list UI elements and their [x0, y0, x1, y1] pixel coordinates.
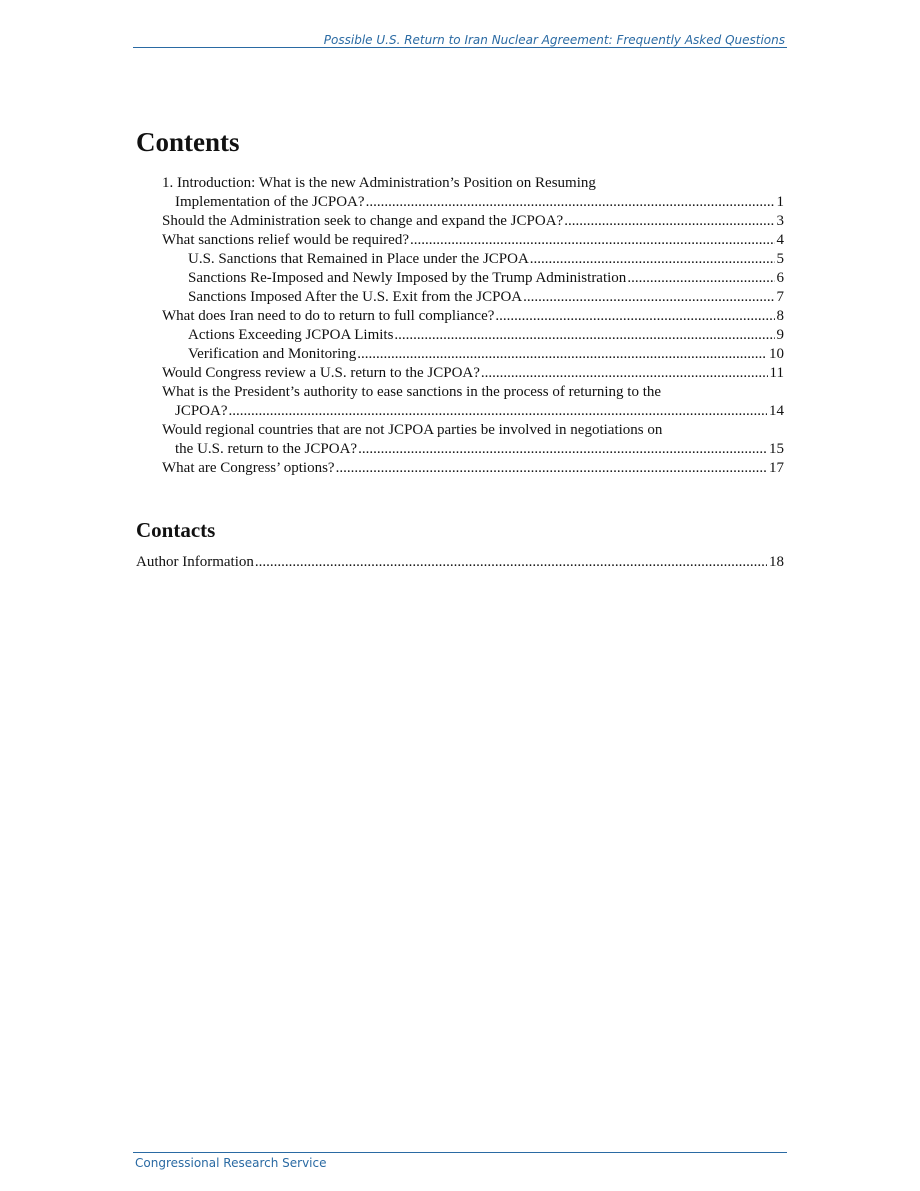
contacts-list	[136, 553, 784, 572]
dot-leader	[530, 250, 775, 269]
toc-page-number: 14	[769, 403, 784, 419]
toc-page-number: 15	[769, 441, 784, 457]
toc-page-number: 8	[776, 308, 784, 324]
toc-entry-sanctions-after-exit[interactable]	[188, 288, 784, 307]
dot-leader	[255, 553, 767, 572]
dot-leader	[523, 288, 774, 307]
contents-heading: Contents	[136, 127, 240, 157]
toc-page-number: 9	[776, 327, 784, 343]
toc-entry-label: Author Information	[136, 554, 254, 570]
dot-leader	[564, 212, 774, 231]
toc-entry-label: the U.S. return to the JCPOA?	[175, 441, 358, 457]
toc-entry-label: What does Iran need to do to return to full compliance?	[162, 308, 495, 324]
toc-entry-iran-compliance[interactable]	[162, 307, 784, 326]
toc-entry-congress-options[interactable]	[162, 459, 784, 478]
toc-entry-label: JCPOA?	[175, 403, 228, 419]
toc-entry-introduction[interactable]	[162, 174, 784, 212]
dot-leader	[366, 193, 775, 212]
dot-leader	[495, 307, 774, 326]
toc-page-number: 6	[776, 270, 784, 286]
toc-entry-sanctions-reimposed[interactable]	[188, 269, 784, 288]
toc-entry-label: What are Congress’ options?	[162, 460, 335, 476]
toc-page-number: 4	[776, 232, 784, 248]
toc-entry-congress-review[interactable]	[162, 364, 784, 383]
toc-entry-first-line: What is the President’s authority to ease sanctions in the process of returning to the	[162, 384, 662, 400]
toc-entry-change-expand[interactable]	[162, 212, 784, 231]
toc-entry-label: Sanctions Imposed After the U.S. Exit from the JCPOA	[188, 289, 523, 305]
toc-entry-label: Verification and Monitoring	[188, 346, 357, 362]
toc-page-number: 1	[776, 194, 784, 210]
toc-entry-sanctions-remained[interactable]	[188, 250, 784, 269]
toc-entry-actions-exceeding[interactable]	[188, 326, 784, 345]
publisher-name: Congressional Research Service	[135, 1156, 327, 1170]
toc-page-number: 18	[769, 554, 784, 570]
running-footer	[133, 1152, 787, 1170]
table-of-contents	[0, 174, 920, 478]
toc-entry-label: What sanctions relief would be required?	[162, 232, 409, 248]
toc-entry-first-line: 1. Introduction: What is the new Administration’s Position on Resuming	[162, 175, 596, 191]
running-title: Possible U.S. Return to Iran Nuclear Agreement: Frequently Asked Questions	[323, 33, 785, 47]
dot-leader	[394, 326, 774, 345]
toc-entry-label: U.S. Sanctions that Remained in Place under the JCPOA	[188, 251, 529, 267]
toc-entry-label: Actions Exceeding JCPOA Limits	[188, 327, 394, 343]
toc-entry-verification[interactable]	[188, 345, 784, 364]
toc-page-number: 10	[769, 346, 784, 362]
dot-leader	[481, 364, 768, 383]
contacts-heading: Contacts	[136, 518, 216, 542]
running-header	[133, 33, 787, 48]
toc-page-number: 17	[769, 460, 784, 476]
dot-leader	[336, 459, 767, 478]
dot-leader	[357, 345, 767, 364]
dot-leader	[358, 440, 767, 459]
toc-entry-label: Implementation of the JCPOA?	[175, 194, 365, 210]
toc-entry-label: Would Congress review a U.S. return to the JCPOA?	[162, 365, 480, 381]
dot-leader	[627, 269, 774, 288]
toc-entry-label: Sanctions Re-Imposed and Newly Imposed by the Trump Administration	[188, 270, 627, 286]
dot-leader	[229, 402, 767, 421]
toc-entry-label: Should the Administration seek to change and expand the JCPOA?	[162, 213, 564, 229]
toc-page-number: 11	[769, 365, 784, 381]
toc-page-number: 3	[776, 213, 784, 229]
toc-entry-first-line: Would regional countries that are not JCPOA parties be involved in negotiations on	[162, 422, 663, 438]
toc-entry-author-information[interactable]	[136, 553, 784, 572]
toc-entry-regional-countries[interactable]	[162, 421, 784, 459]
dot-leader	[410, 231, 775, 250]
toc-entry-sanctions-relief[interactable]	[162, 231, 784, 250]
toc-page-number: 7	[776, 289, 784, 305]
toc-entry-president-authority[interactable]	[162, 383, 784, 421]
toc-page-number: 5	[776, 251, 784, 267]
